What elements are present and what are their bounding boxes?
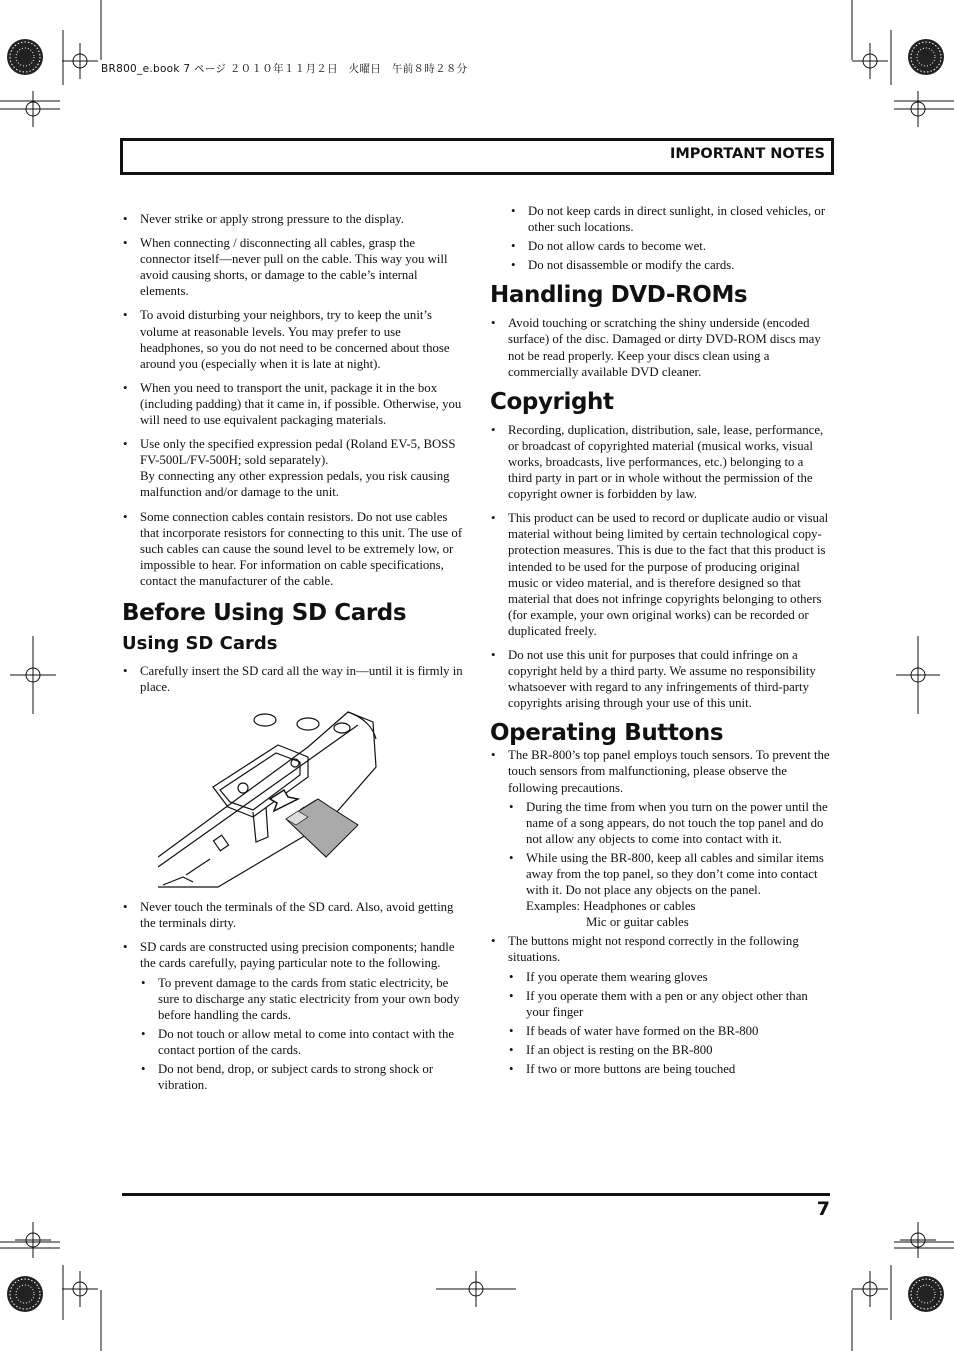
list-item: • Do not use this unit for purposes that could infringe on a copyright held by a third party. We assume no responsibility whatsoever with regard to any infringements of third-party copyrights arising through your use of this unit. bbox=[490, 647, 830, 711]
sub-list-item: • Do not allow cards to become wet. bbox=[510, 238, 830, 254]
list-item: • Never strike or apply strong pressure to the display. bbox=[122, 211, 464, 227]
right-column bbox=[490, 203, 830, 1085]
examples-line-1: Examples: Headphones or cables bbox=[526, 899, 696, 914]
sd-precision-text: SD cards are constructed using precision components; handle the cards carefully, paying particular note to the following. bbox=[140, 940, 455, 971]
copyright-list bbox=[490, 422, 830, 712]
heading-handling-dvd-roms: Handling DVD-ROMs bbox=[490, 282, 748, 309]
sub-list-item: • Do not bend, drop, or subject cards to strong shock or vibration. bbox=[140, 1061, 464, 1093]
buttons-sub2-text: While using the BR-800, keep all cables and similar items away from the top panel, so they don’t come into contact with it. Do not place any objects on the panel. bbox=[526, 850, 824, 898]
list-item: • When connecting / disconnecting all cables, grasp the connector itself—never pull on the cable. This way you will avoid causing shorts, or damage to the cable’s internal elements. bbox=[122, 235, 464, 299]
list-item bbox=[122, 939, 464, 1093]
sub-list-item bbox=[508, 850, 830, 930]
dvd-list bbox=[490, 315, 830, 379]
pedal-line-1: Use only the specified expression pedal (Roland EV-5, BOSS FV-500L/FV-500H; sold separately). bbox=[140, 437, 456, 468]
sd-care-continued-list bbox=[490, 203, 830, 273]
list-item-pedal bbox=[122, 436, 464, 500]
sub-list-item: • During the time from when you turn on the power until the name of a song appears, do not touch the top panel and do not allow any objects to come into contact with it. bbox=[508, 799, 830, 847]
buttons-fail-sublist bbox=[508, 969, 830, 1078]
sd-care-sublist bbox=[140, 975, 464, 1094]
sub-list-item: • If you operate them wearing gloves bbox=[508, 969, 830, 985]
sub-list-item: • If an object is resting on the BR-800 bbox=[508, 1042, 830, 1058]
print-header: BR800_e.book 7 ページ ２０１０年１１月２日 火曜日 午前８時２８分 bbox=[101, 63, 468, 75]
examples-line-2: Mic or guitar cables bbox=[586, 915, 689, 930]
page-number: 7 bbox=[816, 1198, 830, 1220]
pedal-line-2: By connecting any other expression pedals, you risk causing malfunction and/or damage to the unit. bbox=[140, 469, 450, 500]
sub-list-item: • If two or more buttons are being touched bbox=[508, 1061, 830, 1077]
general-notes-list bbox=[122, 211, 464, 589]
buttons-intro-text: The BR-800’s top panel employs touch sensors. To prevent the touch sensors from malfunctioning, please observe the following precautions. bbox=[508, 748, 830, 795]
list-item: • This product can be used to record or duplicate audio or visual material without being limited by certain technological copy-protection measures. This is due to the fact that this product is intended to be used for the purpose of producing original music or video material, and is therefore designed so that material that does not infringe copyrights belonging to others (for example, your own original works) can be recorded or duplicated freely. bbox=[490, 510, 830, 639]
section-banner bbox=[120, 138, 834, 175]
list-item: • Carefully insert the SD card all the way in—until it is firmly in place. bbox=[122, 663, 464, 695]
left-column bbox=[122, 211, 464, 1101]
banner-title: IMPORTANT NOTES bbox=[669, 146, 825, 162]
buttons-fail-text: The buttons might not respond correctly in the following situations. bbox=[508, 934, 799, 965]
sub-list-item: • If you operate them with a pen or any object other than your finger bbox=[508, 988, 830, 1020]
list-item bbox=[490, 933, 830, 1077]
list-item: • Recording, duplication, distribution, sale, lease, performance, or broadcast of copyrighted material (musical works, visual works, broadcasts, live performances, etc.) belonging to a third party in part or in whole without the permission of the copyright owner is forbidden by law. bbox=[490, 422, 830, 502]
buttons-list bbox=[490, 747, 830, 1077]
sub-list-item: • Do not touch or allow metal to come into contact with the contact portion of the cards. bbox=[140, 1026, 464, 1058]
sub-list-item: • If beads of water have formed on the BR-800 bbox=[508, 1023, 830, 1039]
list-item: • Never touch the terminals of the SD card. Also, avoid getting the terminals dirty. bbox=[122, 899, 464, 931]
sub-list-item: • Do not disassemble or modify the cards. bbox=[510, 257, 830, 273]
buttons-precautions-sublist bbox=[508, 799, 830, 931]
subheading-using-sd: Using SD Cards bbox=[122, 632, 278, 654]
heading-before-using-sd: Before Using SD Cards bbox=[122, 599, 407, 626]
sd-card-insertion-illustration bbox=[158, 707, 418, 893]
list-item: • When you need to transport the unit, package it in the box (including padding) that it came in, if possible. Otherwise, you will need to use equivalent packaging materials. bbox=[122, 380, 464, 428]
sd-care-list bbox=[122, 899, 464, 1093]
list-item: • To avoid disturbing your neighbors, try to keep the unit’s volume at reasonable levels. You may prefer to use headphones, so you do not need to be concerned about those around you (especially when it is late at night). bbox=[122, 307, 464, 371]
list-item: • Avoid touching or scratching the shiny underside (encoded surface) of the disc. Damaged or dirty DVD-ROM discs may not be read properly. Keep your discs clean using a commercially available DVD cleaner. bbox=[490, 315, 830, 379]
list-item: • Some connection cables contain resistors. Do not use cables that incorporate resistors for connecting to this unit. The use of such cables can cause the sound level to be extremely low, or impossible to hear. For information on cable specifications, contact the manufacturer of the cable. bbox=[122, 509, 464, 589]
heading-copyright: Copyright bbox=[490, 388, 614, 415]
footer-rule bbox=[122, 1193, 830, 1196]
heading-operating-buttons: Operating Buttons bbox=[490, 720, 724, 747]
sub-list-item: • Do not keep cards in direct sunlight, in closed vehicles, or other such locations. bbox=[510, 203, 830, 235]
sd-card-diagram bbox=[158, 707, 418, 893]
sub-list-item: • To prevent damage to the cards from static electricity, be sure to discharge any static electricity from your own body before handling the cards. bbox=[140, 975, 464, 1023]
sd-insert-list bbox=[122, 663, 464, 695]
list-item bbox=[490, 747, 830, 930]
